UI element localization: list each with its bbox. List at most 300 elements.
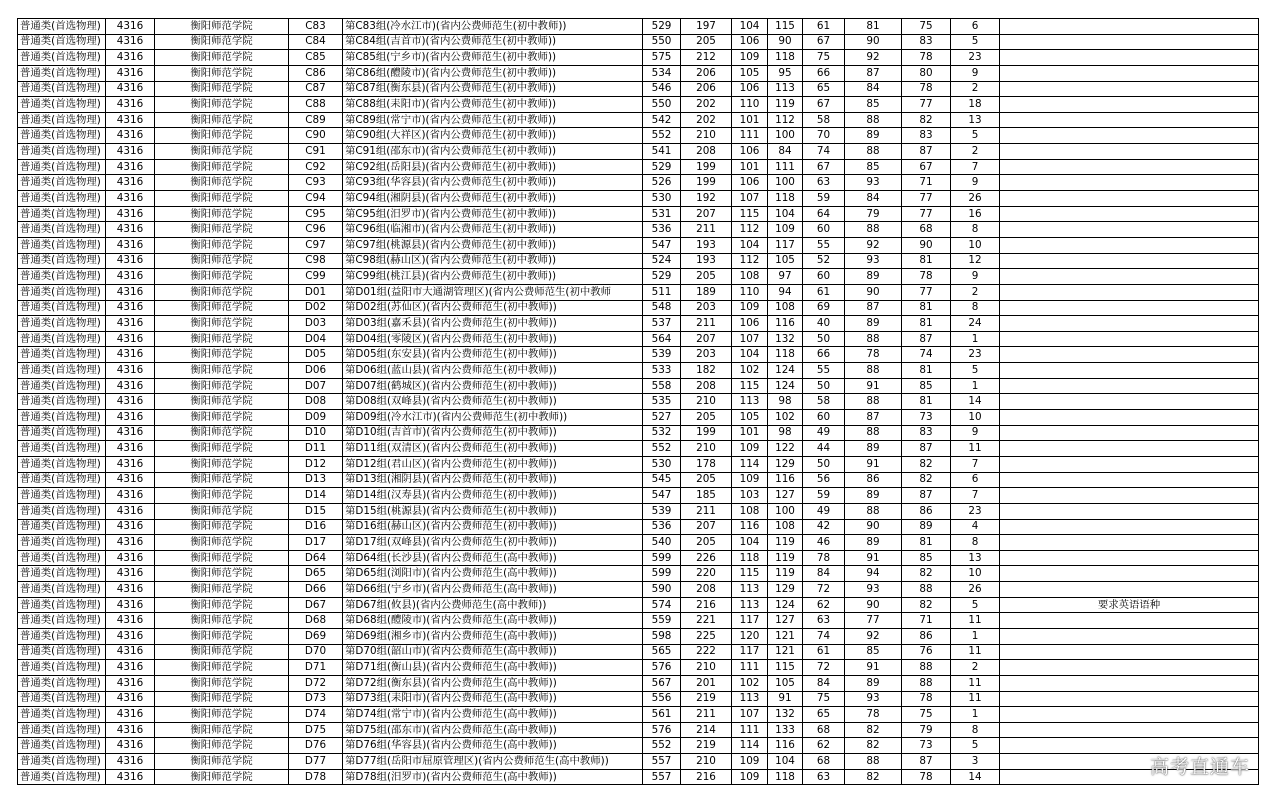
table-row xyxy=(18,378,1259,394)
score-col-3: 105 xyxy=(768,253,803,269)
score-col-3: 109 xyxy=(768,222,803,238)
school-name-cell: 衡阳师范学院 xyxy=(155,331,289,347)
school-name-cell: 衡阳师范学院 xyxy=(155,222,289,238)
category-cell: 普通类(首选物理) xyxy=(18,613,106,629)
category-cell: 普通类(首选物理) xyxy=(18,691,106,707)
category-cell: 普通类(首选物理) xyxy=(18,222,106,238)
score-col-6: 78 xyxy=(902,50,951,66)
score-col-3: 108 xyxy=(768,519,803,535)
group-name-cell: 第D77组(岳阳市屈原管理区)(省内公费师范生(高中教师)) xyxy=(343,754,643,770)
score-col-3: 98 xyxy=(768,394,803,410)
score-col-1: 205 xyxy=(681,269,732,285)
score-col-5: 87 xyxy=(845,65,902,81)
school-code-cell: 4316 xyxy=(106,660,155,676)
total-score-cell: 557 xyxy=(643,754,681,770)
score-col-6: 74 xyxy=(902,347,951,363)
group-code-cell: D69 xyxy=(289,628,343,644)
remark-cell xyxy=(1000,144,1259,160)
score-col-6: 87 xyxy=(902,144,951,160)
category-cell: 普通类(首选物理) xyxy=(18,347,106,363)
remark-cell xyxy=(1000,112,1259,128)
table-row xyxy=(18,410,1259,426)
remark-cell xyxy=(1000,331,1259,347)
score-col-6: 81 xyxy=(902,300,951,316)
score-col-5: 82 xyxy=(845,738,902,754)
total-score-cell: 576 xyxy=(643,660,681,676)
total-score-cell: 536 xyxy=(643,222,681,238)
remark-cell xyxy=(1000,675,1259,691)
score-col-3: 105 xyxy=(768,675,803,691)
plan-count-cell: 5 xyxy=(951,738,1000,754)
score-col-1: 210 xyxy=(681,441,732,457)
score-col-1: 210 xyxy=(681,394,732,410)
school-code-cell: 4316 xyxy=(106,582,155,598)
school-code-cell: 4316 xyxy=(106,597,155,613)
group-code-cell: D76 xyxy=(289,738,343,754)
plan-count-cell: 23 xyxy=(951,347,1000,363)
category-cell: 普通类(首选物理) xyxy=(18,503,106,519)
school-code-cell: 4316 xyxy=(106,410,155,426)
school-code-cell: 4316 xyxy=(106,19,155,35)
group-code-cell: C90 xyxy=(289,128,343,144)
score-col-4: 58 xyxy=(803,394,845,410)
score-col-5: 89 xyxy=(845,488,902,504)
total-score-cell: 550 xyxy=(643,34,681,50)
score-col-3: 100 xyxy=(768,175,803,191)
score-col-6: 75 xyxy=(902,19,951,35)
score-col-2: 102 xyxy=(732,675,768,691)
remark-cell xyxy=(1000,410,1259,426)
school-code-cell: 4316 xyxy=(106,331,155,347)
score-col-3: 121 xyxy=(768,644,803,660)
group-name-cell: 第C92组(岳阳县)(省内公费师范生(初中教师)) xyxy=(343,159,643,175)
score-col-6: 82 xyxy=(902,472,951,488)
score-col-5: 89 xyxy=(845,316,902,332)
total-score-cell: 561 xyxy=(643,707,681,723)
remark-cell xyxy=(1000,347,1259,363)
score-col-1: 211 xyxy=(681,503,732,519)
school-code-cell: 4316 xyxy=(106,97,155,113)
score-col-5: 90 xyxy=(845,597,902,613)
score-col-5: 84 xyxy=(845,191,902,207)
score-col-3: 91 xyxy=(768,691,803,707)
remark-cell xyxy=(1000,378,1259,394)
score-col-1: 199 xyxy=(681,159,732,175)
table-row xyxy=(18,550,1259,566)
total-score-cell: 575 xyxy=(643,50,681,66)
category-cell: 普通类(首选物理) xyxy=(18,65,106,81)
score-col-6: 82 xyxy=(902,566,951,582)
school-name-cell: 衡阳师范学院 xyxy=(155,410,289,426)
group-code-cell: D09 xyxy=(289,410,343,426)
score-col-6: 82 xyxy=(902,112,951,128)
score-col-4: 74 xyxy=(803,628,845,644)
total-score-cell: 534 xyxy=(643,65,681,81)
score-col-1: 210 xyxy=(681,754,732,770)
plan-count-cell: 12 xyxy=(951,253,1000,269)
plan-count-cell: 8 xyxy=(951,222,1000,238)
group-code-cell: D65 xyxy=(289,566,343,582)
plan-count-cell: 1 xyxy=(951,331,1000,347)
score-col-5: 90 xyxy=(845,284,902,300)
score-col-4: 66 xyxy=(803,65,845,81)
group-name-cell: 第D11组(双清区)(省内公费师范生(初中教师)) xyxy=(343,441,643,457)
score-col-5: 88 xyxy=(845,363,902,379)
remark-cell xyxy=(1000,237,1259,253)
score-col-6: 73 xyxy=(902,410,951,426)
score-col-6: 89 xyxy=(902,519,951,535)
group-name-cell: 第D74组(常宁市)(省内公费师范生(高中教师)) xyxy=(343,707,643,723)
score-col-3: 100 xyxy=(768,503,803,519)
score-col-6: 83 xyxy=(902,425,951,441)
score-col-3: 90 xyxy=(768,34,803,50)
total-score-cell: 530 xyxy=(643,456,681,472)
table-row xyxy=(18,425,1259,441)
plan-count-cell: 2 xyxy=(951,81,1000,97)
score-col-3: 94 xyxy=(768,284,803,300)
score-col-2: 113 xyxy=(732,582,768,598)
score-col-1: 208 xyxy=(681,582,732,598)
table-row xyxy=(18,81,1259,97)
score-col-6: 78 xyxy=(902,81,951,97)
score-col-6: 87 xyxy=(902,488,951,504)
group-code-cell: C95 xyxy=(289,206,343,222)
table-row xyxy=(18,441,1259,457)
total-score-cell: 536 xyxy=(643,519,681,535)
category-cell: 普通类(首选物理) xyxy=(18,159,106,175)
school-code-cell: 4316 xyxy=(106,722,155,738)
score-col-2: 103 xyxy=(732,488,768,504)
school-name-cell: 衡阳师范学院 xyxy=(155,269,289,285)
school-name-cell: 衡阳师范学院 xyxy=(155,378,289,394)
table-row xyxy=(18,34,1259,50)
group-code-cell: D08 xyxy=(289,394,343,410)
school-code-cell: 4316 xyxy=(106,300,155,316)
school-code-cell: 4316 xyxy=(106,519,155,535)
score-col-1: 182 xyxy=(681,363,732,379)
score-col-2: 107 xyxy=(732,191,768,207)
remark-cell xyxy=(1000,222,1259,238)
category-cell: 普通类(首选物理) xyxy=(18,535,106,551)
school-code-cell: 4316 xyxy=(106,269,155,285)
score-col-2: 106 xyxy=(732,144,768,160)
plan-count-cell: 13 xyxy=(951,550,1000,566)
table-row xyxy=(18,738,1259,754)
score-col-1: 189 xyxy=(681,284,732,300)
category-cell: 普通类(首选物理) xyxy=(18,582,106,598)
table-row xyxy=(18,222,1259,238)
group-name-cell: 第D70组(韶山市)(省内公费师范生(高中教师)) xyxy=(343,644,643,660)
plan-count-cell: 11 xyxy=(951,441,1000,457)
school-name-cell: 衡阳师范学院 xyxy=(155,519,289,535)
score-col-5: 82 xyxy=(845,722,902,738)
school-code-cell: 4316 xyxy=(106,237,155,253)
group-name-cell: 第D13组(湘阴县)(省内公费师范生(初中教师)) xyxy=(343,472,643,488)
score-col-2: 110 xyxy=(732,284,768,300)
table-row xyxy=(18,503,1259,519)
total-score-cell: 541 xyxy=(643,144,681,160)
plan-count-cell: 3 xyxy=(951,754,1000,770)
total-score-cell: 532 xyxy=(643,425,681,441)
table-row xyxy=(18,488,1259,504)
remark-cell xyxy=(1000,582,1259,598)
school-name-cell: 衡阳师范学院 xyxy=(155,550,289,566)
school-name-cell: 衡阳师范学院 xyxy=(155,566,289,582)
category-cell: 普通类(首选物理) xyxy=(18,550,106,566)
score-col-2: 118 xyxy=(732,550,768,566)
group-name-cell: 第C85组(宁乡市)(省内公费师范生(初中教师)) xyxy=(343,50,643,66)
score-col-6: 85 xyxy=(902,550,951,566)
group-code-cell: D70 xyxy=(289,644,343,660)
score-col-1: 207 xyxy=(681,206,732,222)
score-col-4: 63 xyxy=(803,613,845,629)
score-col-1: 185 xyxy=(681,488,732,504)
score-col-4: 42 xyxy=(803,519,845,535)
score-col-6: 79 xyxy=(902,722,951,738)
school-code-cell: 4316 xyxy=(106,316,155,332)
score-col-1: 207 xyxy=(681,331,732,347)
category-cell: 普通类(首选物理) xyxy=(18,97,106,113)
group-name-cell: 第D09组(冷水江市)(省内公费师范生(初中教师)) xyxy=(343,410,643,426)
school-code-cell: 4316 xyxy=(106,566,155,582)
group-name-cell: 第C90组(大祥区)(省内公费师范生(初中教师)) xyxy=(343,128,643,144)
remark-cell xyxy=(1000,566,1259,582)
school-code-cell: 4316 xyxy=(106,34,155,50)
score-col-5: 87 xyxy=(845,300,902,316)
table-row xyxy=(18,472,1259,488)
score-col-6: 77 xyxy=(902,97,951,113)
table-row xyxy=(18,97,1259,113)
score-col-3: 118 xyxy=(768,191,803,207)
plan-count-cell: 9 xyxy=(951,175,1000,191)
group-code-cell: D74 xyxy=(289,707,343,723)
school-code-cell: 4316 xyxy=(106,425,155,441)
table-row xyxy=(18,613,1259,629)
total-score-cell: 590 xyxy=(643,582,681,598)
score-col-1: 205 xyxy=(681,472,732,488)
score-col-5: 81 xyxy=(845,19,902,35)
school-name-cell: 衡阳师范学院 xyxy=(155,81,289,97)
score-col-2: 111 xyxy=(732,660,768,676)
table-row xyxy=(18,582,1259,598)
score-col-2: 107 xyxy=(732,331,768,347)
plan-count-cell: 5 xyxy=(951,128,1000,144)
plan-count-cell: 5 xyxy=(951,597,1000,613)
table-body xyxy=(18,19,1259,785)
score-col-2: 104 xyxy=(732,237,768,253)
school-code-cell: 4316 xyxy=(106,675,155,691)
score-col-4: 55 xyxy=(803,363,845,379)
total-score-cell: 529 xyxy=(643,269,681,285)
category-cell: 普通类(首选物理) xyxy=(18,284,106,300)
score-col-3: 118 xyxy=(768,50,803,66)
score-col-2: 104 xyxy=(732,535,768,551)
score-col-5: 87 xyxy=(845,410,902,426)
group-code-cell: C99 xyxy=(289,269,343,285)
school-name-cell: 衡阳师范学院 xyxy=(155,34,289,50)
table-row xyxy=(18,363,1259,379)
group-name-cell: 第D71组(衡山县)(省内公费师范生(高中教师)) xyxy=(343,660,643,676)
group-name-cell: 第D16组(赫山区)(省内公费师范生(初中教师)) xyxy=(343,519,643,535)
score-col-4: 70 xyxy=(803,128,845,144)
score-col-1: 208 xyxy=(681,378,732,394)
school-code-cell: 4316 xyxy=(106,503,155,519)
plan-count-cell: 11 xyxy=(951,644,1000,660)
score-col-1: 197 xyxy=(681,19,732,35)
group-code-cell: D67 xyxy=(289,597,343,613)
plan-count-cell: 26 xyxy=(951,191,1000,207)
score-col-5: 92 xyxy=(845,628,902,644)
remark-cell xyxy=(1000,206,1259,222)
score-col-6: 81 xyxy=(902,316,951,332)
score-col-3: 112 xyxy=(768,112,803,128)
group-name-cell: 第C94组(湘阴县)(省内公费师范生(初中教师)) xyxy=(343,191,643,207)
score-col-4: 49 xyxy=(803,425,845,441)
score-col-4: 50 xyxy=(803,331,845,347)
group-code-cell: C96 xyxy=(289,222,343,238)
score-col-6: 82 xyxy=(902,456,951,472)
remark-cell xyxy=(1000,456,1259,472)
school-code-cell: 4316 xyxy=(106,253,155,269)
score-col-6: 81 xyxy=(902,394,951,410)
score-col-3: 119 xyxy=(768,550,803,566)
plan-count-cell: 10 xyxy=(951,237,1000,253)
remark-cell xyxy=(1000,316,1259,332)
score-col-3: 124 xyxy=(768,378,803,394)
score-col-5: 92 xyxy=(845,50,902,66)
school-name-cell: 衡阳师范学院 xyxy=(155,316,289,332)
admission-table xyxy=(17,18,1259,785)
score-col-3: 132 xyxy=(768,331,803,347)
category-cell: 普通类(首选物理) xyxy=(18,363,106,379)
table-row xyxy=(18,456,1259,472)
school-name-cell: 衡阳师范学院 xyxy=(155,582,289,598)
total-score-cell: 547 xyxy=(643,488,681,504)
group-code-cell: D17 xyxy=(289,535,343,551)
plan-count-cell: 14 xyxy=(951,394,1000,410)
school-code-cell: 4316 xyxy=(106,769,155,785)
plan-count-cell: 11 xyxy=(951,613,1000,629)
score-col-6: 77 xyxy=(902,191,951,207)
remark-cell xyxy=(1000,253,1259,269)
score-col-2: 106 xyxy=(732,175,768,191)
score-col-4: 63 xyxy=(803,769,845,785)
remark-cell xyxy=(1000,550,1259,566)
group-code-cell: C98 xyxy=(289,253,343,269)
group-name-cell: 第D66组(宁乡市)(省内公费师范生(高中教师)) xyxy=(343,582,643,598)
score-col-1: 206 xyxy=(681,65,732,81)
table-row xyxy=(18,628,1259,644)
school-code-cell: 4316 xyxy=(106,347,155,363)
group-name-cell: 第C99组(桃江县)(省内公费师范生(初中教师)) xyxy=(343,269,643,285)
group-name-cell: 第C95组(汨罗市)(省内公费师范生(初中教师)) xyxy=(343,206,643,222)
score-col-6: 77 xyxy=(902,284,951,300)
score-col-1: 225 xyxy=(681,628,732,644)
score-col-3: 119 xyxy=(768,97,803,113)
table-row xyxy=(18,707,1259,723)
table-row xyxy=(18,144,1259,160)
score-col-2: 106 xyxy=(732,81,768,97)
remark-cell xyxy=(1000,503,1259,519)
table-row xyxy=(18,253,1259,269)
score-col-5: 85 xyxy=(845,644,902,660)
school-code-cell: 4316 xyxy=(106,128,155,144)
score-col-1: 193 xyxy=(681,237,732,253)
remark-cell: 要求英语语种 xyxy=(1000,597,1259,613)
school-name-cell: 衡阳师范学院 xyxy=(155,644,289,660)
group-code-cell: C94 xyxy=(289,191,343,207)
score-col-3: 127 xyxy=(768,613,803,629)
group-code-cell: D78 xyxy=(289,769,343,785)
school-code-cell: 4316 xyxy=(106,50,155,66)
remark-cell xyxy=(1000,488,1259,504)
score-col-6: 78 xyxy=(902,769,951,785)
score-col-4: 67 xyxy=(803,97,845,113)
plan-count-cell: 16 xyxy=(951,206,1000,222)
score-col-2: 115 xyxy=(732,566,768,582)
plan-count-cell: 10 xyxy=(951,410,1000,426)
remark-cell xyxy=(1000,363,1259,379)
group-code-cell: D02 xyxy=(289,300,343,316)
remark-cell xyxy=(1000,269,1259,285)
total-score-cell: 564 xyxy=(643,331,681,347)
school-name-cell: 衡阳师范学院 xyxy=(155,691,289,707)
score-col-1: 208 xyxy=(681,144,732,160)
plan-count-cell: 8 xyxy=(951,722,1000,738)
total-score-cell: 556 xyxy=(643,691,681,707)
table-row xyxy=(18,175,1259,191)
total-score-cell: 598 xyxy=(643,628,681,644)
table-row xyxy=(18,331,1259,347)
category-cell: 普通类(首选物理) xyxy=(18,566,106,582)
score-col-1: 203 xyxy=(681,300,732,316)
school-name-cell: 衡阳师范学院 xyxy=(155,159,289,175)
score-col-5: 93 xyxy=(845,253,902,269)
group-code-cell: C93 xyxy=(289,175,343,191)
table-row xyxy=(18,675,1259,691)
remark-cell xyxy=(1000,284,1259,300)
score-col-3: 104 xyxy=(768,206,803,222)
score-col-2: 106 xyxy=(732,34,768,50)
group-name-cell: 第D68组(醴陵市)(省内公费师范生(高中教师)) xyxy=(343,613,643,629)
score-col-3: 124 xyxy=(768,597,803,613)
total-score-cell: 552 xyxy=(643,128,681,144)
category-cell: 普通类(首选物理) xyxy=(18,128,106,144)
score-col-1: 216 xyxy=(681,597,732,613)
total-score-cell: 559 xyxy=(643,613,681,629)
score-col-3: 124 xyxy=(768,363,803,379)
score-col-6: 88 xyxy=(902,582,951,598)
table-row xyxy=(18,159,1259,175)
score-col-2: 109 xyxy=(732,441,768,457)
total-score-cell: 537 xyxy=(643,316,681,332)
total-score-cell: 552 xyxy=(643,441,681,457)
group-code-cell: D75 xyxy=(289,722,343,738)
plan-count-cell: 2 xyxy=(951,660,1000,676)
school-code-cell: 4316 xyxy=(106,222,155,238)
school-name-cell: 衡阳师范学院 xyxy=(155,754,289,770)
score-col-5: 89 xyxy=(845,128,902,144)
score-col-4: 68 xyxy=(803,754,845,770)
score-col-2: 104 xyxy=(732,19,768,35)
total-score-cell: 599 xyxy=(643,566,681,582)
score-col-4: 44 xyxy=(803,441,845,457)
score-col-2: 105 xyxy=(732,65,768,81)
category-cell: 普通类(首选物理) xyxy=(18,425,106,441)
total-score-cell: 531 xyxy=(643,206,681,222)
table-row xyxy=(18,316,1259,332)
group-code-cell: C86 xyxy=(289,65,343,81)
